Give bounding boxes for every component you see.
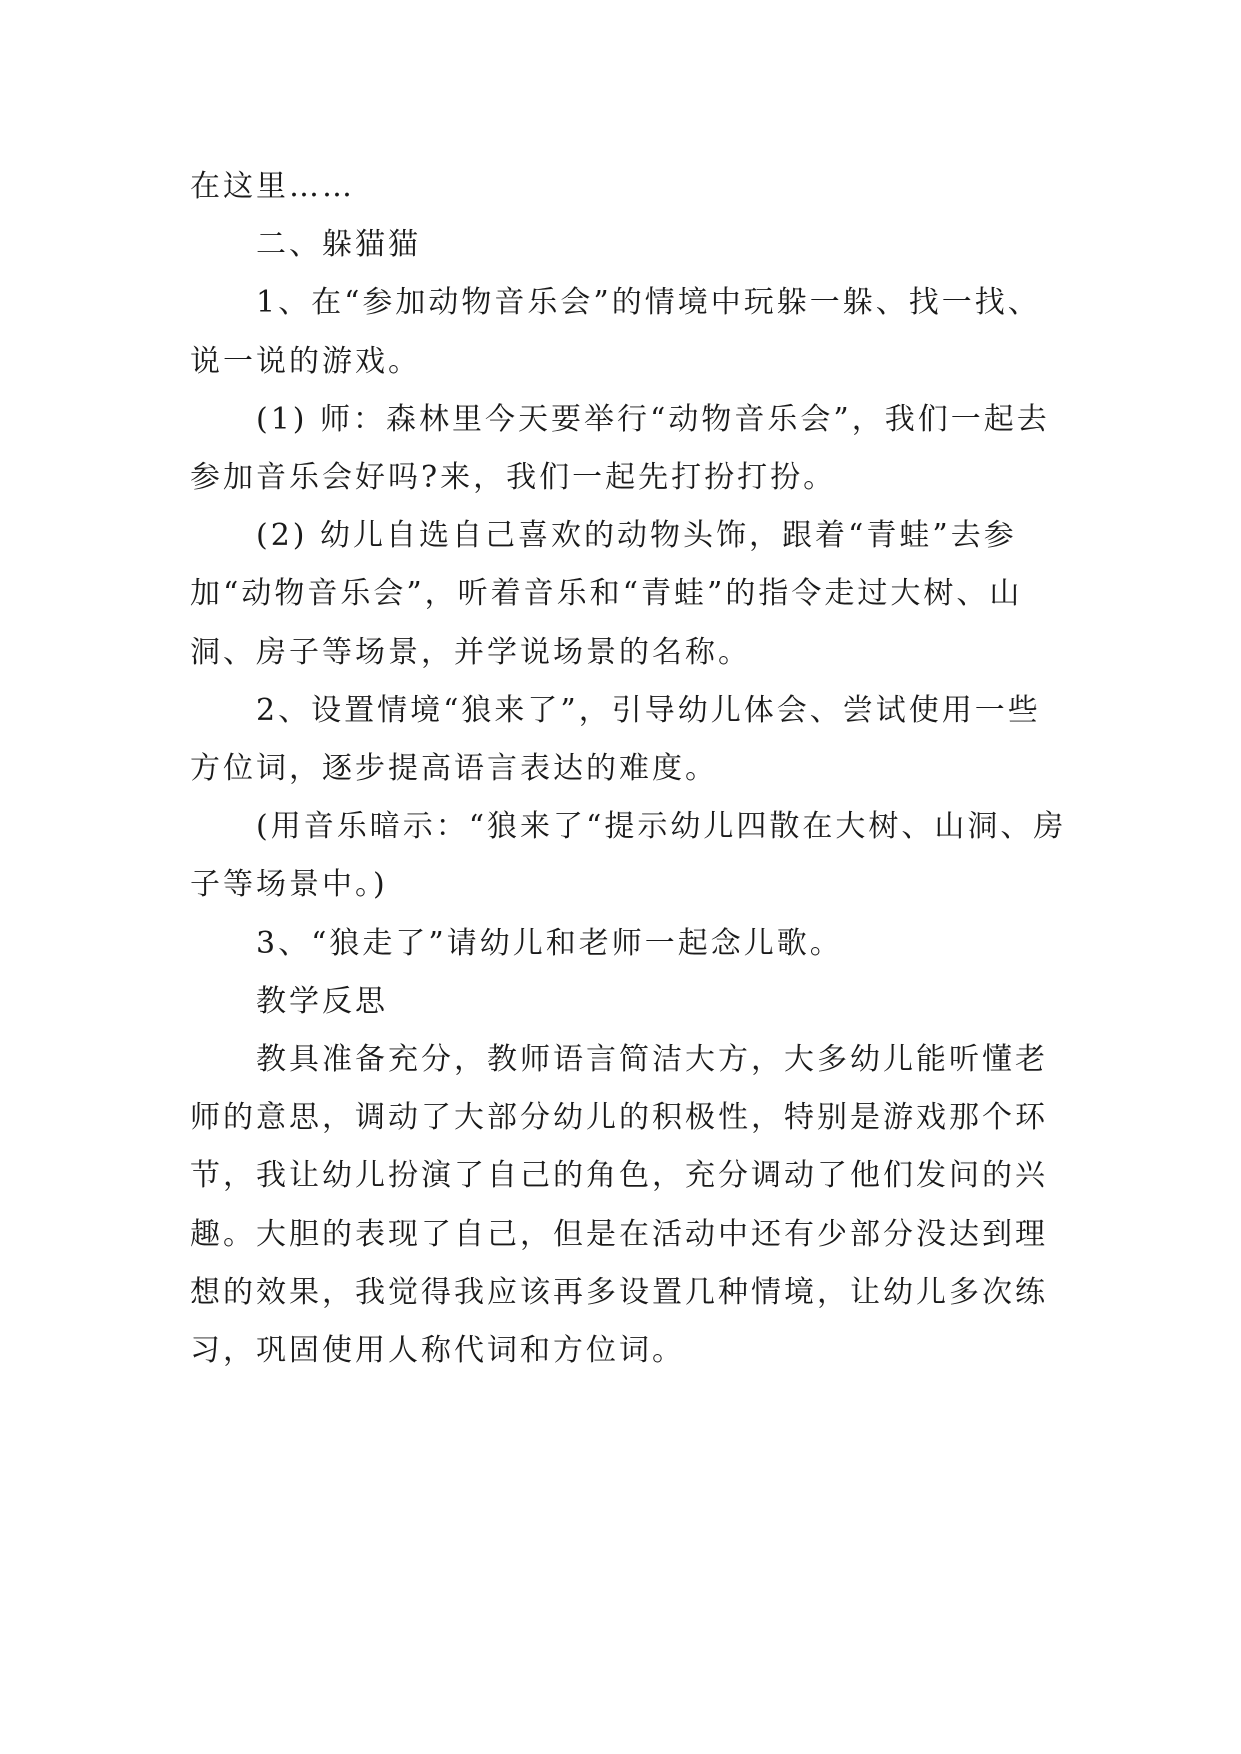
paragraph-step-1: 1、在“参加动物音乐会”的情境中玩躲一躲、找一找、说一说的游戏。: [190, 285, 1041, 379]
section-heading-hide-and-seek: 二、躲猫猫: [256, 227, 421, 263]
paragraph-step-2: 2、设置情境“狼来了”，引导幼儿体会、尝试使用一些方位词，逐步提高语言表达的难度。: [190, 692, 1041, 787]
section-heading-reflection: 教学反思: [256, 983, 388, 1019]
paragraph-step-1-1: (1) 师：森林里今天要举行“动物音乐会”，我们一起去参加音乐会好吗?来，我们一起先打扮打扮。: [190, 401, 1050, 496]
document-body: [190, 158, 1070, 1380]
paragraph-step-3: 3、“狼走了”请幼儿和老师一起念儿歌。: [256, 925, 843, 961]
paragraph-reflection-body: 教具准备充分，教师语言简洁大方，大多幼儿能听懂老师的意思，调动了大部分幼儿的积极性，特别是游戏那个环节，我让幼儿扮演了自己的角色，充分调动了他们发问的兴趣。大胆的表现了自己，但是在活动中还有少部分没达到理想的效果，我觉得我应该再多设置几种情境，让幼儿多次练习，巩固使用人称代词和方位词。: [190, 1042, 1048, 1369]
paragraph-continuation: 在这里……: [190, 169, 355, 204]
paragraph-music-hint: (用音乐暗示：“狼来了“提示幼儿四散在大树、山洞、房子等场景中。): [190, 809, 1067, 903]
paragraph-step-1-2: (2) 幼儿自选自己喜欢的动物头饰，跟着“青蛙”去参加“动物音乐会”，听着音乐和“青蛙”的指令走过大树、山洞、房子等场景，并学说场景的名称。: [190, 518, 1023, 670]
